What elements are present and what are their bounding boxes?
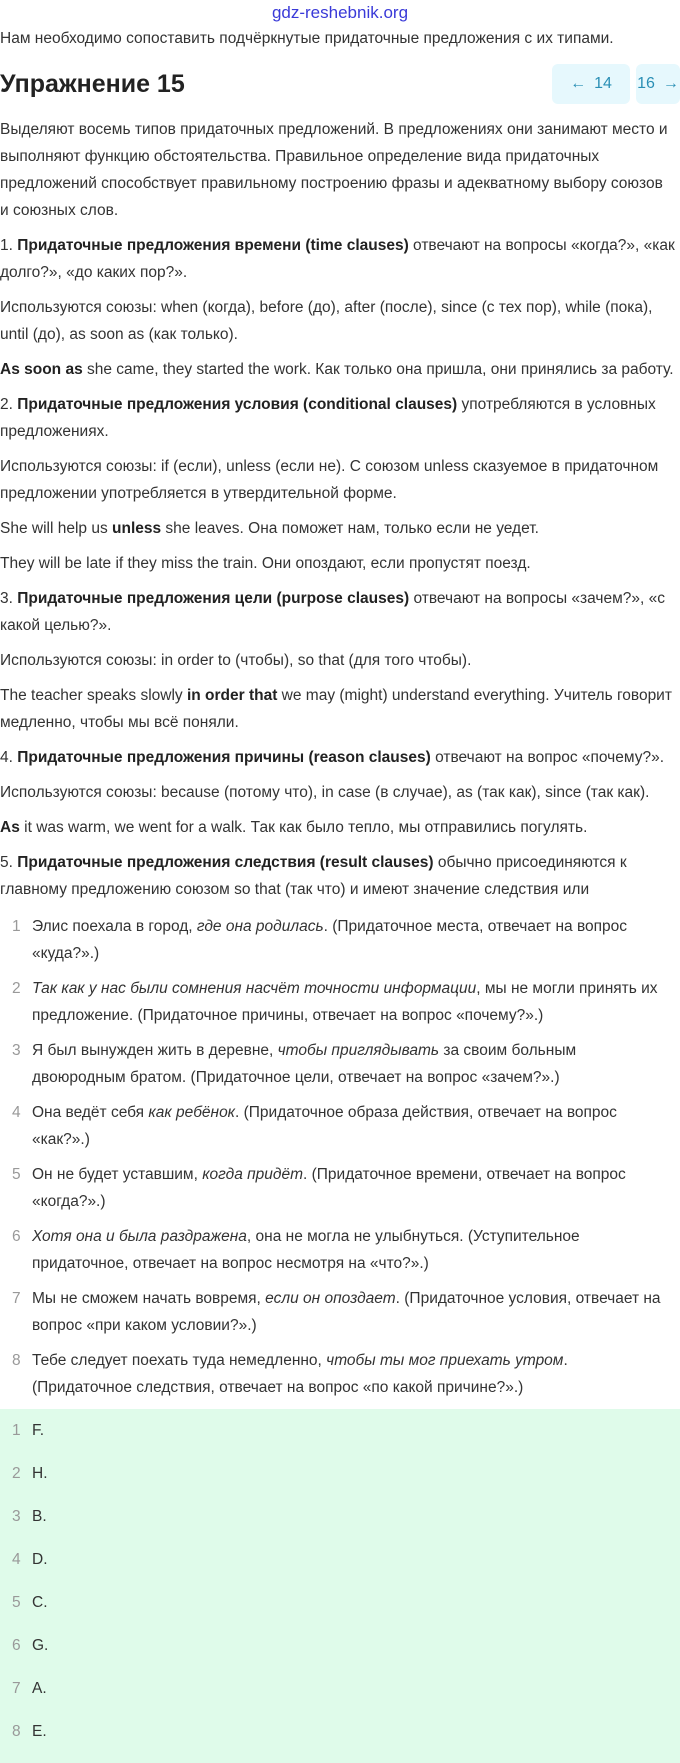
theory-paragraph bbox=[0, 515, 675, 542]
watermark-top: gdz-reshebnik.org bbox=[271, 3, 409, 22]
answer-row bbox=[0, 1495, 680, 1538]
theory-paragraph bbox=[0, 814, 675, 841]
answer-row bbox=[0, 1667, 680, 1710]
solution-list bbox=[12, 913, 672, 1401]
answer-row bbox=[0, 1409, 680, 1452]
item-text bbox=[32, 1037, 672, 1091]
answer-number: 1 bbox=[12, 1421, 21, 1439]
theory-bold: in order that bbox=[186, 687, 278, 704]
theory-paragraph: Используются союзы: in order to (чтобы), so that (для того чтобы). bbox=[0, 652, 472, 669]
theory-paragraph: Используются союзы: if (если), unless (если не). С союзом unless сказуемое в придаточном предложении употребляется в утвердительной форме. bbox=[0, 458, 659, 502]
theory-paragraph bbox=[0, 744, 675, 771]
list-item bbox=[12, 1161, 672, 1215]
item-text bbox=[32, 1161, 672, 1215]
item-post: . (Придаточное места, отвечает на вопрос «куда?».) bbox=[32, 918, 628, 962]
list-item bbox=[12, 975, 672, 1029]
answer-value: G. bbox=[32, 1636, 49, 1654]
item-clause: если он опоздает bbox=[265, 1290, 396, 1307]
theory-post: отвечают на вопрос «почему?». bbox=[430, 749, 665, 766]
answer-number: 5 bbox=[12, 1593, 21, 1611]
item-post: . (Придаточное времени, отвечает на вопрос «когда?».) bbox=[32, 1166, 626, 1210]
arrow-right-icon: → bbox=[662, 75, 679, 92]
theory-paragraph: Используются союзы: when (когда), before (до), after (после), since (с тех пор), while (пока), until (до), as soon as (как только). bbox=[0, 299, 653, 343]
theory-text bbox=[0, 116, 675, 903]
answer-number: 7 bbox=[12, 1679, 21, 1697]
answer-row bbox=[0, 1581, 680, 1624]
answer-number: 3 bbox=[12, 1507, 21, 1525]
answer-number: 2 bbox=[12, 1464, 21, 1482]
theory-pre: The teacher speaks slowly bbox=[0, 687, 187, 704]
item-number: 3 bbox=[12, 1042, 21, 1059]
item-clause: когда придёт bbox=[202, 1166, 303, 1183]
theory-paragraph: They will be late if they miss the train. Они опоздают, если пропустят поезд. bbox=[0, 555, 531, 572]
item-clause: чтобы приглядывать bbox=[277, 1042, 440, 1059]
item-clause: где она родилась bbox=[196, 918, 324, 935]
answer-value: E. bbox=[32, 1722, 47, 1740]
item-text bbox=[32, 975, 672, 1029]
list-item bbox=[12, 1099, 672, 1153]
answer-value: D. bbox=[32, 1550, 48, 1568]
item-pre: Мы не сможем начать вовремя, bbox=[32, 1290, 266, 1307]
theory-paragraph bbox=[0, 682, 675, 736]
prev-exercise-button[interactable] bbox=[552, 64, 630, 104]
list-item bbox=[12, 1347, 672, 1401]
answer-row bbox=[0, 1452, 680, 1495]
answer-value: H. bbox=[32, 1464, 48, 1482]
item-text bbox=[32, 1099, 672, 1153]
answer-row bbox=[0, 1710, 680, 1753]
theory-post: it was warm, we went for a walk. Так как было тепло, мы отправились погулять. bbox=[19, 819, 588, 836]
theory-pre: 5. bbox=[0, 854, 18, 871]
page-title: Упражнение 15 bbox=[0, 70, 185, 98]
theory-bold: unless bbox=[112, 520, 162, 537]
item-pre: Я был вынужден жить в деревне, bbox=[32, 1042, 278, 1059]
item-pre: Она ведёт себя bbox=[32, 1104, 149, 1121]
answer-value: F. bbox=[32, 1421, 45, 1439]
theory-bold: Придаточные предложения цели (purpose clauses) bbox=[17, 590, 410, 607]
item-post: , мы не могли принять их предложение. (Придаточное причины, отвечает на вопрос «почему?».) bbox=[32, 980, 658, 1024]
item-number: 7 bbox=[12, 1290, 21, 1307]
theory-bold: Придаточные предложения условия (conditional clauses) bbox=[17, 396, 458, 413]
theory-pre: 2. bbox=[0, 396, 18, 413]
theory-paragraph: Выделяют восемь типов придаточных предложений. В предложениях они занимают место и выполняют функцию обстоятельства. Правильное определение вида придаточных предложений способствует правильному построению фразы и адекватному выбору союзов и союзных слов. bbox=[0, 121, 668, 219]
answers-box bbox=[0, 1409, 680, 1763]
heading-row bbox=[0, 64, 680, 112]
item-post: . (Придаточное следствия, отвечает на вопрос «по какой причине?».) bbox=[32, 1352, 568, 1396]
theory-paragraph bbox=[0, 232, 675, 286]
item-number: 2 bbox=[12, 980, 21, 997]
theory-bold: Придаточные предложения причины (reason clauses) bbox=[17, 749, 431, 766]
theory-paragraph bbox=[0, 849, 675, 903]
answer-value: A. bbox=[32, 1679, 47, 1697]
next-exercise-button[interactable] bbox=[636, 64, 680, 104]
item-pre: Тебе следует поехать туда немедленно, bbox=[32, 1352, 327, 1369]
theory-post: отвечают на вопросы «когда?», «как долго?», «до каких пор?». bbox=[0, 237, 675, 281]
task-intro: Нам необходимо сопоставить подчёркнутые придаточные предложения с их типами. bbox=[0, 30, 614, 47]
theory-bold: As soon as bbox=[0, 361, 83, 378]
theory-post: употребляются в условных предложениях. bbox=[0, 396, 656, 440]
item-text bbox=[32, 1285, 672, 1339]
item-text bbox=[32, 1223, 672, 1277]
next-label: 16 bbox=[637, 75, 655, 92]
prev-label: 14 bbox=[594, 75, 612, 92]
theory-post: отвечают на вопросы «зачем?», «с какой целью?». bbox=[0, 590, 665, 634]
theory-paragraph bbox=[0, 391, 675, 445]
item-clause: чтобы ты мог приехать утром bbox=[326, 1352, 564, 1369]
item-post: за своим больным двоюродным братом. (Придаточное цели, отвечает на вопрос «зачем?».) bbox=[32, 1042, 577, 1086]
list-item bbox=[12, 1037, 672, 1091]
item-post: . (Придаточное условия, отвечает на вопрос «при каком условии?».) bbox=[32, 1290, 661, 1334]
item-pre: Элис поехала в город, bbox=[32, 918, 197, 935]
item-text bbox=[32, 1347, 672, 1401]
item-clause: как ребёнок bbox=[148, 1104, 236, 1121]
item-post: . (Придаточное образа действия, отвечает на вопрос «как?».) bbox=[32, 1104, 617, 1148]
list-item bbox=[12, 1223, 672, 1277]
theory-post: she came, they started the work. Как только она пришла, они принялись за работу. bbox=[82, 361, 674, 378]
theory-post: she leaves. Она поможет нам, только если не уедет. bbox=[161, 520, 539, 537]
list-item bbox=[12, 913, 672, 967]
theory-pre: 4. bbox=[0, 749, 18, 766]
answer-number: 4 bbox=[12, 1550, 21, 1568]
item-post: , она не могла не улыбнуться. (Уступительное придаточное, отвечает на вопрос несмотря на «что?».) bbox=[32, 1228, 580, 1272]
answer-row bbox=[0, 1538, 680, 1581]
list-item bbox=[12, 1285, 672, 1339]
answer-number: 6 bbox=[12, 1636, 21, 1654]
item-number: 4 bbox=[12, 1104, 21, 1121]
theory-bold: Придаточные предложения времени (time clauses) bbox=[17, 237, 409, 254]
item-clause: Хотя она и была раздражена bbox=[32, 1228, 247, 1245]
theory-bold: Придаточные предложения следствия (result clauses) bbox=[17, 854, 434, 871]
theory-pre: 3. bbox=[0, 590, 18, 607]
answer-value: C. bbox=[32, 1593, 48, 1611]
item-number: 8 bbox=[12, 1352, 21, 1369]
item-text bbox=[32, 913, 672, 967]
theory-pre: 1. bbox=[0, 237, 18, 254]
item-pre: Он не будет уставшим, bbox=[32, 1166, 203, 1183]
answer-row bbox=[0, 1624, 680, 1667]
theory-paragraph bbox=[0, 585, 675, 639]
item-clause: Так как у нас были сомнения насчёт точности информации bbox=[32, 980, 477, 997]
theory-pre: She will help us bbox=[0, 520, 113, 537]
theory-paragraph: Используются союзы: because (потому что), in case (в случае), as (так как), since (так как). bbox=[0, 784, 650, 801]
theory-paragraph bbox=[0, 356, 675, 383]
theory-bold: As bbox=[0, 819, 20, 836]
item-number: 6 bbox=[12, 1228, 21, 1245]
theory-post: обычно присоединяются к главному предложению союзом so that (так что) и имеют значение следствия или bbox=[0, 854, 627, 898]
theory-post: we may (might) understand everything. Учитель говорит медленно, чтобы мы всё поняли. bbox=[0, 687, 672, 731]
answer-number: 8 bbox=[12, 1722, 21, 1740]
item-number: 1 bbox=[12, 918, 21, 935]
answer-value: B. bbox=[32, 1507, 47, 1525]
item-number: 5 bbox=[12, 1166, 21, 1183]
arrow-left-icon: ← bbox=[570, 75, 587, 92]
